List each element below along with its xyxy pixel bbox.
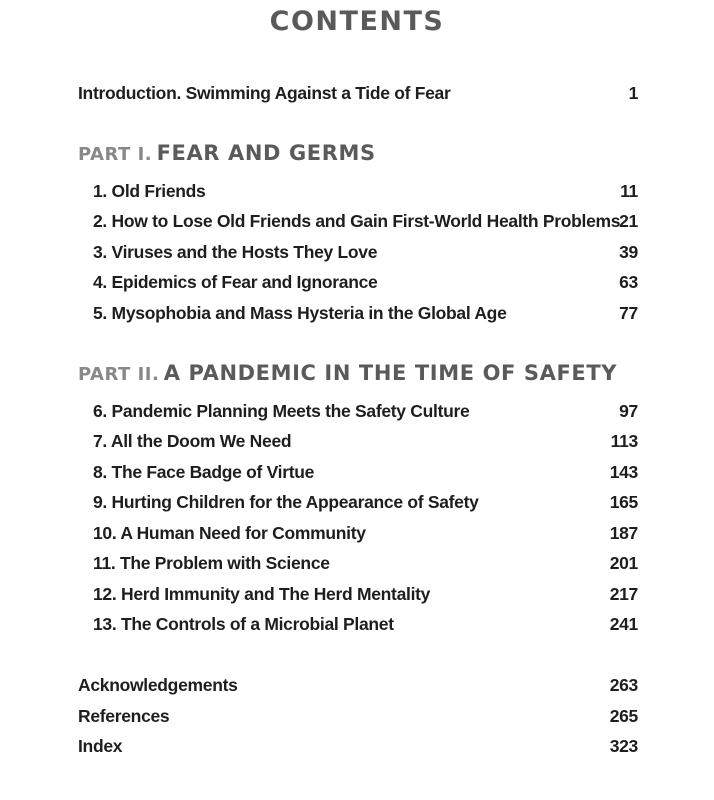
- toc-entry-label: 13. The Controls of a Microbial Planet: [93, 614, 394, 634]
- toc-entry-page: 265: [609, 706, 638, 726]
- toc-entry-page: 241: [609, 614, 638, 634]
- toc-entry-index[interactable]: [78, 733, 638, 759]
- toc-entry-chapter-3[interactable]: [93, 239, 638, 265]
- toc-entry-label: References: [78, 706, 170, 726]
- toc-entry-label: 12. Herd Immunity and The Herd Mentality: [93, 584, 431, 604]
- toc-entry-page: 77: [619, 303, 638, 323]
- toc-entry-page: 201: [609, 553, 638, 573]
- toc-entry-label: 2. How to Lose Old Friends and Gain First-World Health Problems: [93, 211, 621, 231]
- part-heading-1: [78, 138, 376, 168]
- toc-entry-label: 4. Epidemics of Fear and Ignorance: [93, 272, 378, 292]
- toc-entry-page: 11: [620, 181, 638, 201]
- toc-entry-page: 263: [609, 675, 638, 695]
- toc-entry-page: 21: [619, 211, 638, 231]
- page-title: CONTENTS: [269, 6, 445, 37]
- toc-entry-chapter-9[interactable]: [93, 489, 638, 515]
- toc-entry-page: 113: [610, 431, 638, 451]
- toc-entry-label: 3. Viruses and the Hosts They Love: [93, 242, 378, 262]
- toc-entry-label: Index: [78, 736, 123, 756]
- toc-entry-page: 217: [609, 584, 638, 604]
- toc-entry-page: 143: [609, 462, 638, 482]
- toc-entry-label: 5. Mysophobia and Mass Hysteria in the Global Age: [93, 303, 507, 323]
- toc-entry-label: 11. The Problem with Science: [93, 553, 330, 573]
- toc-entry-page: 323: [609, 736, 638, 756]
- toc-entry-chapter-2[interactable]: [93, 208, 638, 234]
- toc-entry-label: 8. The Face Badge of Virtue: [93, 462, 315, 482]
- toc-entry-references[interactable]: [78, 703, 638, 729]
- toc-entry-page: 165: [609, 492, 638, 512]
- toc-entry-introduction[interactable]: [78, 80, 638, 106]
- toc-entry-page: 39: [619, 242, 638, 262]
- toc-entry-chapter-4[interactable]: [93, 269, 638, 295]
- toc-entry-chapter-5[interactable]: [93, 300, 638, 326]
- toc-entry-label: 6. Pandemic Planning Meets the Safety Culture: [93, 401, 470, 421]
- toc-entry-chapter-6[interactable]: [93, 398, 638, 424]
- toc-entry-page: 63: [619, 272, 638, 292]
- toc-entry-label: 7. All the Doom We Need: [93, 431, 292, 451]
- part-prefix: PART I.: [78, 144, 153, 165]
- toc-entry-page: 1: [628, 83, 638, 103]
- part-name: A PANDEMIC IN THE TIME OF SAFETY: [163, 361, 618, 385]
- toc-entry-chapter-10[interactable]: [93, 520, 638, 546]
- toc-entry-label: 10. A Human Need for Community: [93, 523, 366, 543]
- toc-entry-acknowledgements[interactable]: [78, 672, 638, 698]
- toc-entry-chapter-1[interactable]: [93, 178, 638, 204]
- part-heading-2: [78, 358, 617, 388]
- toc-entry-chapter-8[interactable]: [93, 459, 638, 485]
- toc-entry-chapter-11[interactable]: [93, 550, 638, 576]
- toc-entry-chapter-7[interactable]: [93, 428, 638, 454]
- toc-entry-page: 97: [619, 401, 638, 421]
- toc-entry-label: 9. Hurting Children for the Appearance of Safety: [93, 492, 479, 512]
- toc-entry-chapter-12[interactable]: [93, 581, 638, 607]
- toc-entry-page: 187: [609, 523, 638, 543]
- part-prefix: PART II.: [78, 364, 160, 385]
- toc-entry-chapter-13[interactable]: [93, 611, 638, 637]
- toc-entry-label: Introduction. Swimming Against a Tide of Fear: [78, 83, 451, 103]
- part-name: FEAR AND GERMS: [156, 141, 376, 165]
- toc-entry-label: Acknowledgements: [78, 675, 238, 695]
- toc-entry-label: 1. Old Friends: [93, 181, 206, 201]
